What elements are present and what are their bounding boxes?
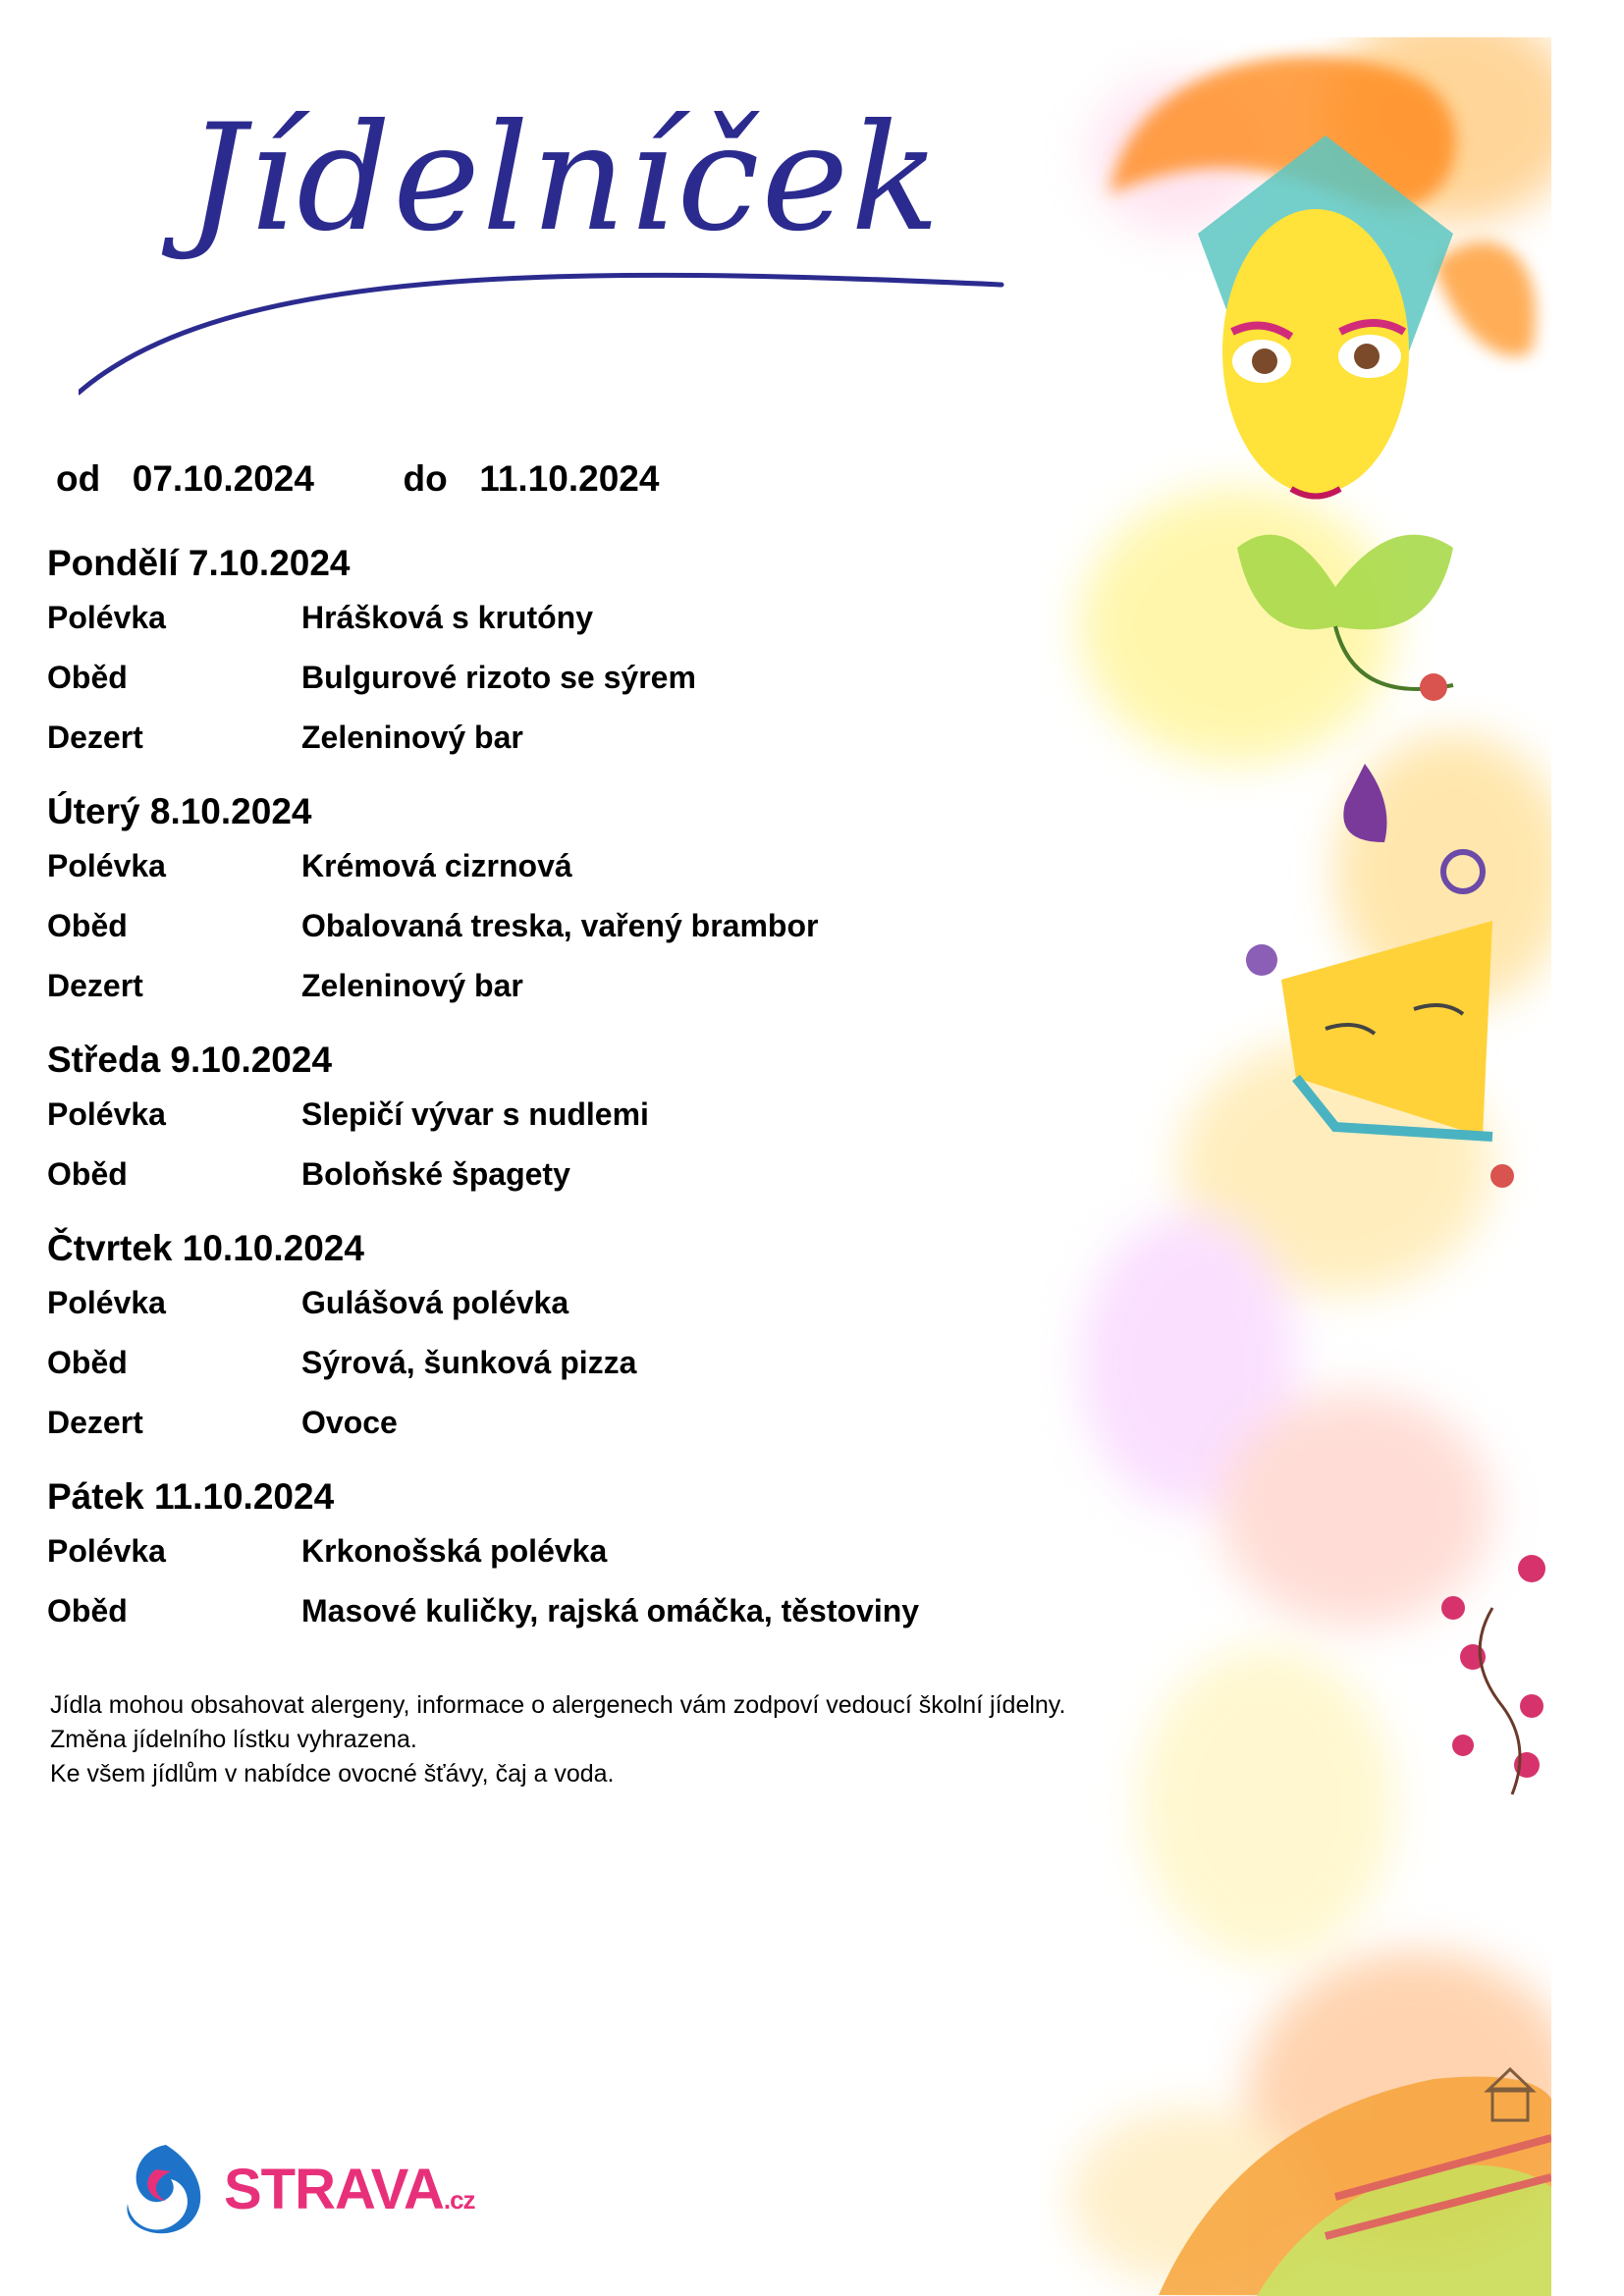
meal-label: Oběd bbox=[47, 1156, 128, 1192]
menu-row bbox=[47, 1525, 1068, 1585]
meal-dish: Obalovaná treska, vařený brambor bbox=[301, 908, 819, 943]
meal-label: Dezert bbox=[47, 720, 143, 755]
meal-dish: Zeleninový bar bbox=[301, 720, 523, 755]
meal-label: Oběd bbox=[47, 660, 128, 695]
meal-label: Oběd bbox=[47, 908, 128, 943]
range-from-label: od bbox=[56, 458, 101, 499]
day-title: Úterý 8.10.2024 bbox=[47, 791, 312, 831]
range-to-label: do bbox=[403, 458, 448, 499]
meal-dish: Slepičí vývar s nudlemi bbox=[301, 1096, 649, 1132]
day-friday bbox=[47, 1468, 1068, 1645]
footer-notes bbox=[50, 1688, 1065, 1791]
meal-dish: Krémová cizrnová bbox=[301, 848, 572, 883]
meal-label: Oběd bbox=[47, 1593, 128, 1629]
meal-label: Polévka bbox=[47, 1533, 166, 1569]
logo-wordmark bbox=[224, 2157, 475, 2222]
menu-row bbox=[47, 1337, 1068, 1397]
day-thursday bbox=[47, 1220, 1068, 1457]
meal-dish: Masové kuličky, rajská omáčka, těstoviny bbox=[301, 1593, 920, 1629]
day-monday bbox=[47, 535, 1068, 772]
range-from-date: 07.10.2024 bbox=[132, 458, 314, 499]
strava-logo[interactable] bbox=[122, 2140, 475, 2238]
meal-dish: Zeleninový bar bbox=[301, 968, 523, 1003]
day-wednesday bbox=[47, 1032, 1068, 1208]
meal-label: Dezert bbox=[47, 968, 143, 1003]
meal-dish: Sýrová, šunková pizza bbox=[301, 1345, 637, 1380]
date-range bbox=[56, 458, 659, 500]
menu-row bbox=[47, 712, 1068, 772]
day-tuesday bbox=[47, 783, 1068, 1020]
meal-label: Polévka bbox=[47, 1285, 166, 1320]
day-title: Středa 9.10.2024 bbox=[47, 1040, 333, 1080]
note-line: Jídla mohou obsahovat alergeny, informace o alergenech vám zodpoví vedoucí školní jídelny. bbox=[50, 1691, 1066, 1719]
meal-dish: Krkonošská polévka bbox=[301, 1533, 608, 1569]
meal-dish: Bulgurové rizoto se sýrem bbox=[301, 660, 696, 695]
meal-label: Polévka bbox=[47, 600, 166, 635]
menu-row bbox=[47, 900, 1068, 960]
range-to-date: 11.10.2024 bbox=[479, 458, 660, 499]
menu-row bbox=[47, 1585, 1068, 1645]
title-swoosh-decoration bbox=[79, 226, 1011, 402]
meal-dish: Hrášková s krutóny bbox=[301, 600, 594, 635]
watercolor-illustration bbox=[1041, 37, 1551, 2296]
weekly-menu bbox=[47, 535, 1068, 1657]
menu-row bbox=[47, 1148, 1068, 1208]
menu-row bbox=[47, 1277, 1068, 1337]
meal-label: Polévka bbox=[47, 848, 166, 883]
meal-label: Polévka bbox=[47, 1096, 166, 1132]
menu-row bbox=[47, 1397, 1068, 1457]
day-title: Čtvrtek 10.10.2024 bbox=[47, 1228, 364, 1268]
strava-swirl-icon bbox=[122, 2140, 210, 2238]
menu-row bbox=[47, 652, 1068, 712]
menu-row bbox=[47, 960, 1068, 1020]
note-line: Ke všem jídlům v nabídce ovocné šťávy, čaj a voda. bbox=[50, 1760, 615, 1788]
meal-dish: Ovoce bbox=[301, 1405, 398, 1440]
note-line: Změna jídelního lístku vyhrazena. bbox=[50, 1726, 417, 1753]
page-title: Jídelníček bbox=[187, 93, 943, 264]
menu-row bbox=[47, 592, 1068, 652]
menu-row bbox=[47, 840, 1068, 900]
day-title: Pátek 11.10.2024 bbox=[47, 1476, 335, 1517]
menu-row bbox=[47, 1089, 1068, 1148]
meal-label: Oběd bbox=[47, 1345, 128, 1380]
meal-dish: Gulášová polévka bbox=[301, 1285, 569, 1320]
meal-dish: Boloňské špagety bbox=[301, 1156, 570, 1192]
logo-name: STRAVA bbox=[224, 2157, 444, 2221]
day-title: Pondělí 7.10.2024 bbox=[47, 543, 351, 583]
logo-suffix: .cz bbox=[443, 2184, 475, 2215]
meal-label: Dezert bbox=[47, 1405, 143, 1440]
